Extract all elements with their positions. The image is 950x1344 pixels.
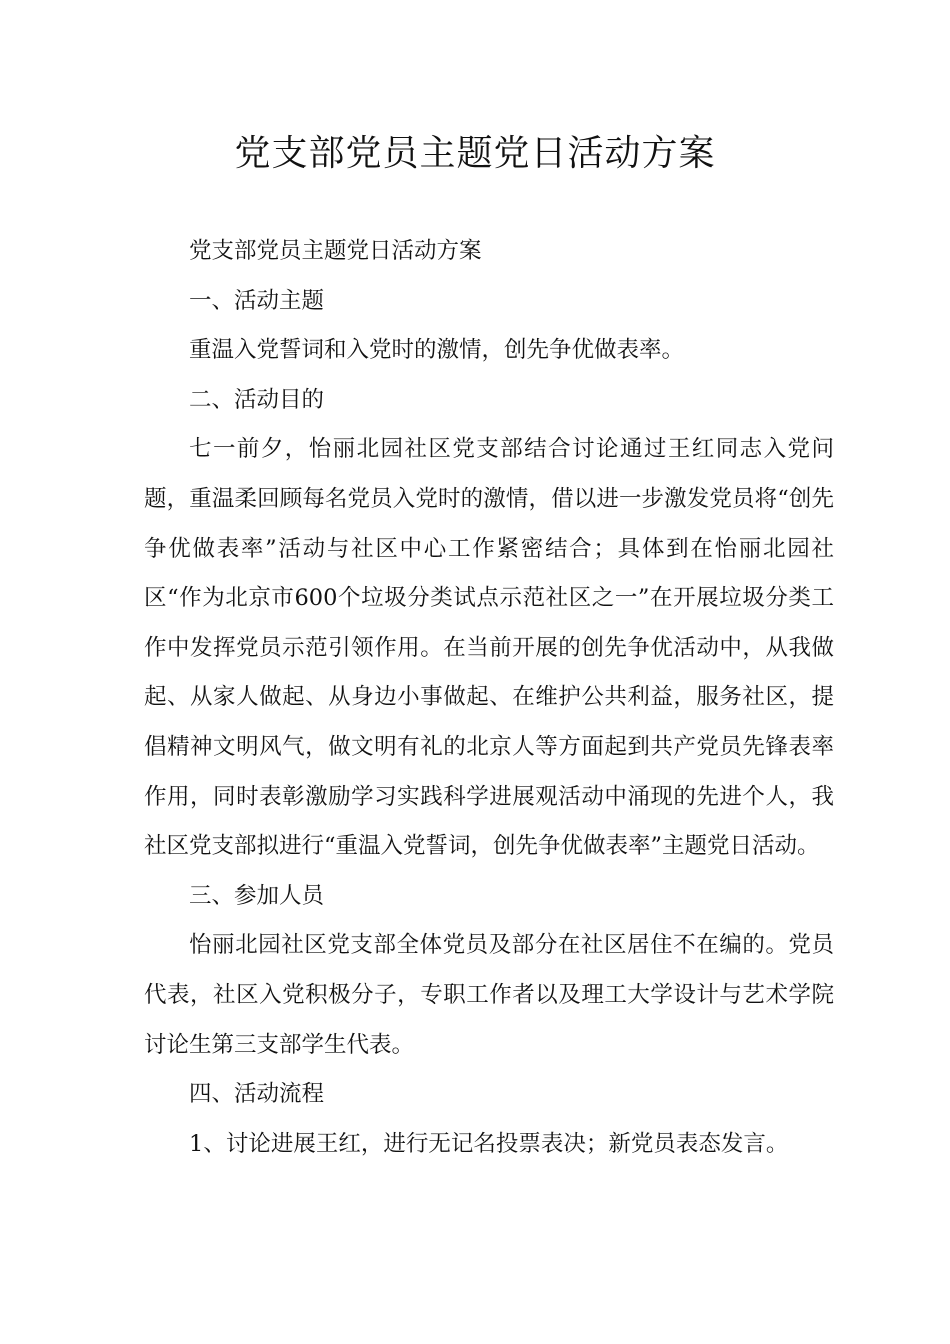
- paragraph-participants: 怡丽北园社区党支部全体党员及部分在社区居住不在编的。党员代表，社区入党积极分子，专职工作者以及理工大学设计与艺术学院讨论生第三支部学生代表。: [144, 932, 834, 1058]
- document-body: [144, 227, 834, 1169]
- heading-participants: 三、参加人员: [189, 882, 325, 909]
- paragraph-activity-purpose: 七一前夕，怡丽北园社区党支部结合讨论通过王红同志入党问题，重温柔回顾每名党员入党时的激情，借以进一步激发党员将“创先争优做表率”活动与社区中心工作紧密结合；具体到在怡丽北园社区“作为北京市600个垃圾分类试点示范社区之一”在开展垃圾分类工作中发挥党员示范引领作用。在当前开展的创先争优活动中，从我做起、从家人做起、从身边小事做起、在维护公共利益，服务社区，提倡精神文明风气，做文明有礼的北京人等方面起到共产党员先锋表率作用，同时表彰激励学习实践科学进展观活动中涌现的先进个人，我社区党支部拟进行“重温入党誓词，创先争优做表率”主题党日活动。: [144, 436, 834, 860]
- heading-activity-process: 四、活动流程: [189, 1081, 325, 1108]
- heading-activity-purpose: 二、活动目的: [189, 386, 325, 413]
- heading-activity-theme: 一、活动主题: [189, 287, 325, 314]
- paragraph-process-step-1: 1、讨论进展王红，进行无记名投票表决；新党员表态发言。: [189, 1130, 789, 1157]
- paragraph-subtitle: 党支部党员主题党日活动方案: [189, 238, 482, 264]
- document-title: 党支部党员主题党日活动方案: [234, 133, 716, 174]
- paragraph-activity-theme: 重温入党誓词和入党时的激情，创先争优做表率。: [189, 337, 685, 364]
